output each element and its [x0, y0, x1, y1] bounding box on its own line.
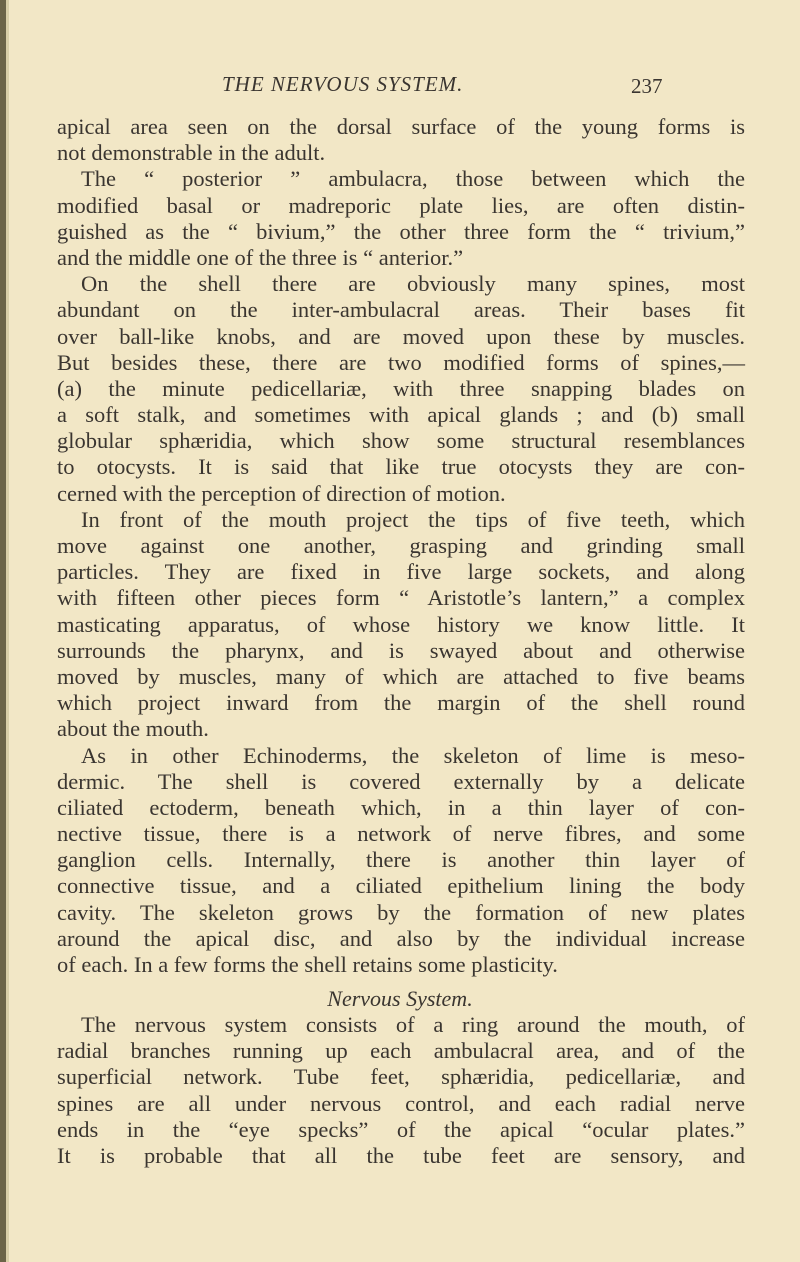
- text-line: connective tissue, and a ciliated epithelium lining the body: [57, 873, 745, 899]
- text-line: over ball-like knobs, and are moved upon these by muscles.: [57, 323, 745, 349]
- text-line: cavity. The skeleton grows by the formation of new plates: [57, 899, 745, 925]
- text-line: The “ posterior ” ambulacra, those between which the: [81, 166, 745, 192]
- text-line: In front of the mouth project the tips of five teeth, which: [81, 506, 745, 532]
- section-heading: Nervous System.: [327, 986, 473, 1011]
- text-line: to otocysts. It is said that like true otocysts they are con-: [57, 454, 745, 480]
- text-line: modified basal or madreporic plate lies, are often distin-: [57, 192, 745, 218]
- text-line: superficial network. Tube feet, sphæridia, pedicellariæ, and: [57, 1064, 745, 1090]
- text-line: On the shell there are obviously many spines, most: [81, 271, 745, 297]
- text-line: apical area seen on the dorsal surface of the young forms is: [57, 114, 745, 139]
- text-line: ciliated ectoderm, beneath which, in a thin layer of con-: [57, 794, 745, 820]
- text-line: globular sphæridia, which show some structural resemblances: [57, 428, 745, 454]
- page-number: 237: [631, 74, 663, 98]
- page-binding-shadow: [6, 0, 9, 1262]
- text-line: which project inward from the margin of the shell round: [57, 690, 745, 716]
- text-line: move against one another, grasping and grinding small: [57, 533, 745, 558]
- text-line: cerned with the perception of direction of motion.: [57, 480, 506, 506]
- text-line: spines are all under nervous control, and each radial nerve: [57, 1090, 745, 1116]
- text-line: with fifteen other pieces form “ Aristotle’s lantern,” a complex: [57, 585, 745, 611]
- text-line: dermic. The shell is covered externally by a delicate: [57, 768, 745, 794]
- text-line: surrounds the pharynx, and is swayed about and otherwise: [57, 637, 745, 663]
- text-line: guished as the “ bivium,” the other three form the “ trivium,”: [57, 218, 745, 244]
- text-line: ends in the “eye specks” of the apical “ocular plates.”: [57, 1116, 745, 1142]
- text-line: about the mouth.: [57, 716, 209, 742]
- text-line: radial branches running up each ambulacral area, and of the: [57, 1038, 745, 1064]
- running-head-title: THE NERVOUS SYSTEM.: [222, 72, 464, 96]
- text-line: As in other Echinoderms, the skeleton of lime is meso-: [81, 742, 745, 768]
- text-line: and the middle one of the three is “ anterior.”: [57, 244, 464, 270]
- text-line: masticating apparatus, of whose history we know little. It: [57, 611, 745, 637]
- text-line: moved by muscles, many of which are attached to five beams: [57, 663, 745, 689]
- text-line: particles. They are fixed in five large sockets, and along: [57, 559, 745, 585]
- running-head: [0, 72, 800, 102]
- text-line: It is probable that all the tube feet are sensory, and: [57, 1142, 745, 1168]
- text-line: not demonstrable in the adult.: [57, 140, 326, 166]
- body-text-section-one: [57, 114, 745, 978]
- text-line: of each. In a few forms the shell retains some plasticity.: [57, 952, 558, 977]
- text-line: around the apical disc, and also by the individual increase: [57, 925, 745, 951]
- text-line: ganglion cells. Internally, there is another thin layer of: [57, 847, 745, 873]
- text-line: a soft stalk, and sometimes with apical glands ; and (b) small: [57, 402, 745, 428]
- text-line: nective tissue, there is a network of nerve fibres, and some: [57, 821, 745, 847]
- text-line: But besides these, there are two modified forms of spines,—: [57, 349, 745, 375]
- text-line: (a) the minute pedicellariæ, with three snapping blades on: [57, 375, 745, 401]
- text-line: abundant on the inter-ambulacral areas. Their bases fit: [57, 297, 745, 323]
- text-line: The nervous system consists of a ring around the mouth, of: [81, 1012, 745, 1037]
- body-text-section-two: [57, 1012, 745, 1169]
